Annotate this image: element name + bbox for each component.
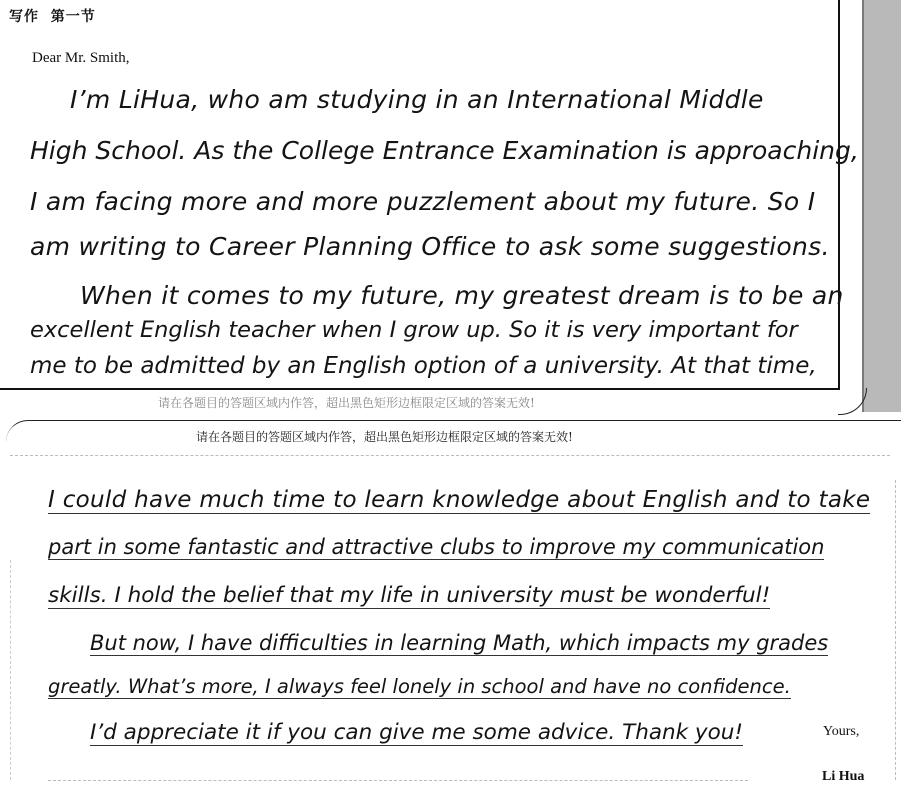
section-title: 写作 第一节 — [9, 9, 96, 25]
essay-line: I am facing more and more puzzlement about my future. So I — [30, 187, 816, 216]
essay-line: me to be admitted by an English option of a university. At that time, — [30, 353, 817, 379]
closing: Yours, — [823, 724, 860, 739]
signature: Li Hua — [822, 769, 865, 784]
ruled-line — [48, 780, 748, 781]
scan-margin-strip — [864, 0, 901, 412]
salutation: Dear Mr. Smith, — [32, 50, 130, 66]
essay-line: part in some fantastic and attractive clubs to improve my communication — [48, 535, 825, 559]
essay-line: skills. I hold the belief that my life in university must be wonderful! — [48, 583, 771, 608]
essay-line: I could have much time to learn knowledge about English and to take — [48, 487, 871, 513]
essay-line: greatly. What’s more, I always feel lonely in school and have no confidence. — [48, 675, 791, 698]
essay-line: But now, I have difficulties in learning Math, which impacts my grades — [90, 631, 829, 655]
essay-line: I’m LiHua, who am studying in an International Middle — [70, 85, 764, 114]
margin-dash-right — [895, 480, 896, 780]
essay-line: High School. As the College Entrance Examination is approaching, — [30, 136, 859, 165]
margin-dash-left — [10, 560, 11, 780]
essay-line: I’d appreciate it if you can give me some advice. Thank you! — [90, 720, 744, 745]
essay-line: When it comes to my future, my greatest dream is to be an — [80, 281, 844, 310]
ruled-line — [10, 455, 890, 456]
answer-area-notice: 请在各题目的答题区域内作答，超出黑色矩形边框限定区域的答案无效! — [196, 430, 573, 444]
essay-line: am writing to Career Planning Office to ask some suggestions. — [30, 232, 830, 261]
essay-line: excellent English teacher when I grow up. So it is very important for — [30, 317, 798, 343]
answer-area-notice-faint: 请在各题目的答题区域内作答，超出黑色矩形边框限定区域的答案无效! — [158, 396, 535, 410]
